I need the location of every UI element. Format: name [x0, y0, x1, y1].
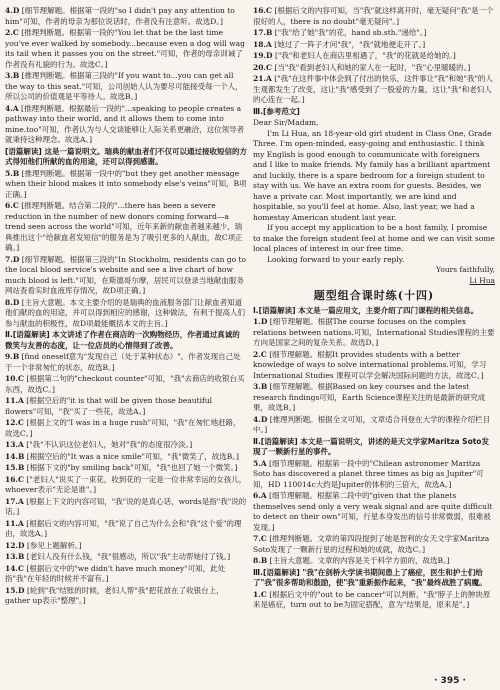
answer-item [253, 415, 495, 436]
answer-explanation: [根据空后的"It was a nice smile"可知，"我"微笑了，故选B。] [26, 451, 239, 461]
answer-number: 4.D [253, 414, 268, 424]
answer-explanation: [推理判断题。结合第二段的"...there has been a severe reduction in the number of new donors coming forward—a trend seen across the world"可知，近年来新的献血者越来越少，瑞典推出这个"给献血者发短信"的服务是为了吸引更多的人献血，故C项正确。] [5, 201, 243, 252]
answer-item [5, 440, 247, 451]
letter-paragraph: Looking forward to your early reply. [267, 254, 405, 264]
answer-number: 15.D [5, 585, 25, 595]
answer-number: 18.A [253, 39, 272, 49]
answer-item [5, 519, 247, 540]
answer-number: 2.C [253, 349, 267, 359]
answer-item [253, 350, 495, 382]
answer-number: 9.B [5, 352, 20, 361]
answer-item [253, 40, 495, 51]
answer-explanation: [find oneself意为"发现自己（处于某种状态）"。作者发现自己处于一个非常匆忙的状态，故选B。] [5, 352, 241, 372]
section-header-text: Ⅱ.[语篇解读] 本文是一篇说明文，讲述的是天文学家Maritza Soto发现了一颗新行星的事件。 [253, 436, 489, 456]
answer-number: 14.B [5, 451, 25, 461]
answer-item [253, 63, 495, 74]
answer-number: 3.B [253, 382, 268, 391]
section-header [5, 147, 247, 168]
answer-item [5, 255, 247, 297]
answer-item [253, 556, 495, 567]
answer-number: 8.B [253, 556, 268, 565]
answer-number: 13.B [5, 552, 25, 561]
section-header-text: Ⅲ.[语篇解读] "我"在剑桥大学读书期间患上了癌症，医生和护士们给了"我"很多帮助和鼓励，使"我"重新振作起来，"我"最终战胜了病魔。 [253, 567, 487, 587]
answer-explanation: ["老妇人"说买了一束花，收到花的一定是一位非常幸运的女孩儿，whoever表示"无论是谁"。] [5, 474, 247, 494]
section-header [253, 107, 495, 118]
answer-explanation: [根据后文中的"we didn't have much money"可知，此处指"我"在年轻的时候并不富有。] [5, 563, 226, 583]
answer-item [5, 396, 247, 417]
answer-list-section-14 [253, 306, 495, 611]
answer-number: 16.C [5, 474, 25, 484]
right-column [253, 6, 495, 612]
answer-number: 10.C [5, 374, 25, 383]
answer-number: 20.C [253, 62, 273, 72]
answer-item [5, 104, 247, 146]
answer-number: 14.C [5, 563, 25, 573]
answer-item [5, 169, 247, 201]
answer-item [5, 28, 247, 70]
answer-number: 4.D [5, 6, 20, 15]
answer-item [5, 463, 247, 474]
answer-item [5, 497, 247, 518]
answer-explanation: [根据第二句的"checkout counter"可知，"我"去商店的收银台买东西，故选C。] [5, 374, 245, 394]
answer-explanation: [主旨大意题。本文主要介绍的是瑞典的血液服务部门让献血者知道他们献的血的用途，并可以得到相应的感谢，这种做法，有利于提高人们参与献血的积极性，故D项最能概括本文的主旨。] [5, 297, 245, 328]
answer-item [5, 352, 247, 373]
answer-explanation: [细节理解题。根据Based on key courses and the latest research findings可知，Earth Science课程关注的是最新的研究成果，故选B。] [253, 382, 486, 412]
answer-explanation: [细节理解题。根据第一段的"so I didn't pay any attention to him"可知，作者的母亲为那位说话时，作者没有注意听。故选D。] [5, 6, 235, 26]
answer-explanation: [细节理解题。根据It provides students with a better knowledge of ways to solve international problems.可知，学习International Studies 课程可以学会解决国际问题的方法，故选C。] [253, 349, 487, 380]
answer-explanation: [推理判断题。根据全文可知，文章适合刊登在大学的课程介绍栏目中。] [253, 414, 491, 434]
answer-number: 8.D [5, 297, 20, 307]
answer-item [5, 418, 247, 439]
answer-item [5, 541, 247, 552]
left-column [5, 6, 247, 608]
answer-number: 12.C [5, 418, 25, 427]
answer-explanation: ["我"在这件事中体会到了付出的快乐，这件事让"我"和她"我"的人生观都发生了改变，这让"我"感受到了一股爱的力量，这让"我"和老妇人的心连在一起。] [253, 74, 493, 104]
answer-item [5, 475, 247, 496]
answer-number: 15.B [5, 463, 25, 472]
answer-explanation: [推理判断题。根据最后一段的"...speaking to people creates a pathway into their world, and it allows them to come into mine.too"可知，作者认为与人交谈能够让人际关系更融洽，这位领导者就秉持这种理念。故选A。] [5, 103, 245, 144]
answer-explanation: [根据空后的"it is that will be given those beautiful flowers"可知，"我"买了一些花，故选A。] [5, 396, 212, 416]
answer-number: 2.C [5, 28, 19, 37]
answer-explanation: [细节理解题。根据The course focuses on the complex relations between nations.可知，International Studies课程的主要方向是国家之间的复杂关系。故选D。] [253, 317, 495, 347]
model-letter [253, 118, 495, 286]
answer-number: 17.B [253, 28, 273, 37]
answer-item [5, 298, 247, 330]
letter-paragraph: I'm Li Hua, an 18-year-old girl student in Class One, Grade Three. I'm open-minded, easy-going and enthusiastic. I think my English is good enough to communicate with foreigners and I like to make friends. My family has a brilliant apartment and luckily, there is a spare bedroom for a foreign student to stay with us. We have an extra room for guests. Besides, we have a private car. Most importantly, we are kind and hospitable, so you'll feel at home. Also, last year, we had a homestay American student last year. [253, 128, 492, 222]
answer-item [253, 28, 495, 39]
answer-number: 5.A [253, 458, 267, 468]
answer-number: 6.C [5, 201, 19, 210]
section-header-text: Ⅲ.[参考范文] [253, 106, 300, 116]
answer-item [5, 6, 247, 27]
answer-number: 7.D [5, 254, 20, 264]
answer-explanation: [当"我"看到老妇人和她的家人在一起时，"我"心里暖暖的。] [274, 62, 471, 72]
answer-item [253, 6, 495, 27]
letter-paragraph: If you accept my application to be a host family, I promise to make the foreign student feel at home and we can visit some local places of interest in our free time. [253, 223, 495, 253]
answer-number: 5.B [5, 168, 20, 178]
answer-explanation: [参见上题解析。] [26, 540, 82, 550]
answer-explanation: [推理判断题。根据第一段的"You let that be the last time you've ever walked by somebody...because even a dog will wag its tail when it passes you on the street."可知，作者的母亲训诫了作者没有礼貌的行为。故选C。] [5, 28, 245, 69]
answer-number: 11.A [5, 518, 24, 528]
answer-number: 17.A [5, 496, 24, 506]
answer-explanation: [她过了一阵子才问"我"，"我"就地便走开了。] [274, 39, 426, 49]
answer-explanation: [根据上文的"I was in a huge rush"可知，"我"在匆忙地赶路，故选C。] [5, 418, 241, 438]
answer-explanation: [老妇人没有什么钱，"我"很感动，所以"我"主动帮她付了钱。] [26, 552, 231, 561]
answer-item [253, 317, 495, 349]
answer-explanation: [主旨大意题。文章的内容是关于科学方面的，故选B。] [269, 556, 450, 565]
answer-number: 4.A [5, 103, 19, 113]
answer-explanation: ["我"给了她"我"的花，hand sb.sth."递给"。] [274, 28, 427, 37]
answer-number: 13.A [5, 440, 24, 449]
answer-item [5, 564, 247, 585]
answer-item [5, 586, 247, 607]
answer-explanation: ["我"不认识这位老妇人，她对"我"的态度很冷淡。] [26, 440, 193, 449]
answer-list-continued [253, 6, 495, 117]
answer-number: 1.D [253, 317, 268, 326]
section-header-text: Ⅰ.[语篇解读] 本文是一篇应用文，主要介绍了四门课程的相关信息。 [253, 305, 479, 315]
letter-signature: Li Hua [469, 275, 495, 285]
answer-explanation: [根据下文的"by smiling back"可知，"我"也回了她一个微笑。] [26, 463, 238, 472]
answer-number: 6.A [253, 491, 267, 500]
answer-explanation: [根据后文的内容可知，当"我"就这样离开时，毫无疑问"我"是一个很好的人，there is no doubt"毫无疑问"。] [253, 6, 494, 26]
section-header-text: [语篇解读] 这是一篇说明文。瑞典的献血者们不仅可以通过接收短信的方式得知他们所献的血的用途，还可以得到感谢。 [5, 146, 247, 166]
answer-explanation: [推理判断题。根据第三段的"If you want to...you can get all the way to this seat."可知，公司创始人认为要尽可能接受每一个人，所以公司的价值观是平等待人。故选B。] [5, 71, 243, 101]
answer-number: 12.D [5, 540, 25, 550]
section-title: 题型组合课时练(十四) [313, 289, 435, 302]
section-header [253, 568, 495, 589]
answer-explanation: ["我"和老妇人在商店里相遇了，"我"的花就是给她的。] [274, 51, 456, 60]
section-header-text: Ⅱ.[语篇解读] 本文讲述了作者在商店的一次购物经历，作者通过真诚的微笑与友善的态度，让一位店员的心情得到了改善。 [5, 330, 240, 350]
section-header [253, 306, 495, 317]
answer-number: 19.D [253, 51, 273, 60]
answer-item [253, 534, 495, 555]
answer-item [253, 459, 495, 491]
answer-item [5, 374, 247, 395]
answer-item [5, 552, 247, 563]
answer-explanation: [细节理解题。根据第三段的"In Stockholm, residents can go to the local blood service's website and see a live chart of how much blood is left."可知，在斯德哥尔摩，居民可以登录当地献血服务网站查看实时血液库存情况，故D项正确。] [5, 254, 247, 295]
answer-explanation: [轮到"我"结账的时候，老妇人帮"我"把花放在了收银台上，gather up表示"整理"。] [5, 585, 224, 605]
answer-explanation: [推理判断题。文章的第四段提到了她是智利的女天文学家Maritza Soto发现了一颗新行星的过程和她的成就，故选C。] [253, 534, 490, 554]
answer-explanation: [根据上下文的内容可知，"我"说的是真心话，words是指"我"说的话。] [5, 496, 247, 516]
page-number: · 395 · [434, 676, 466, 686]
answer-number: 21.A [253, 74, 272, 83]
answer-explanation: [推理判断题。根据第一段中的"but they get another message when their blood makes it into somebody else's veins"可知，B项正确。] [5, 168, 247, 199]
section-header [253, 437, 495, 458]
letter-closing: Yours faithfully, [436, 265, 495, 274]
answer-explanation: [根据后文的内容可知，"我"说了自己为什么会和"我"这个爱"的理由，故选A。] [5, 518, 242, 538]
answer-item [253, 51, 495, 62]
answer-number: 11.A [5, 396, 24, 405]
answer-explanation: [根据后文中的"out to be cancer"可以判断，"我"脖子上的肿块原来是癌症，turn out to be为固定搭配，意为"结果是，原来是"。] [253, 589, 491, 609]
answer-item [5, 452, 247, 463]
answer-item [253, 74, 495, 106]
section-header [5, 330, 247, 351]
letter-salutation: Dear Sir/Madam, [253, 118, 319, 127]
answer-item [253, 382, 495, 414]
answer-number: 3.B [5, 71, 20, 80]
answer-explanation: [细节理解题。根据第一段中的"Chilean astronomer Maritza Soto has discovered a planet three times as big as Jupiter"可知，HD 110014c大约是Jupiter的体积的三倍大，故选A。] [253, 458, 484, 489]
answer-item [5, 201, 247, 254]
answer-number: 7.C [253, 534, 267, 543]
answer-explanation: [细节理解题。根据第二段中的"given that the planets themselves send only a very weak signal and are quite difficult to detect on their own"可知，行星本身发出的信号非常微弱，很难被发现。] [253, 491, 493, 532]
answer-item [5, 71, 247, 103]
answer-number: 16.C [253, 6, 273, 15]
answer-item [253, 491, 495, 533]
answer-item [253, 590, 495, 611]
answer-number: 1.C [253, 589, 267, 599]
